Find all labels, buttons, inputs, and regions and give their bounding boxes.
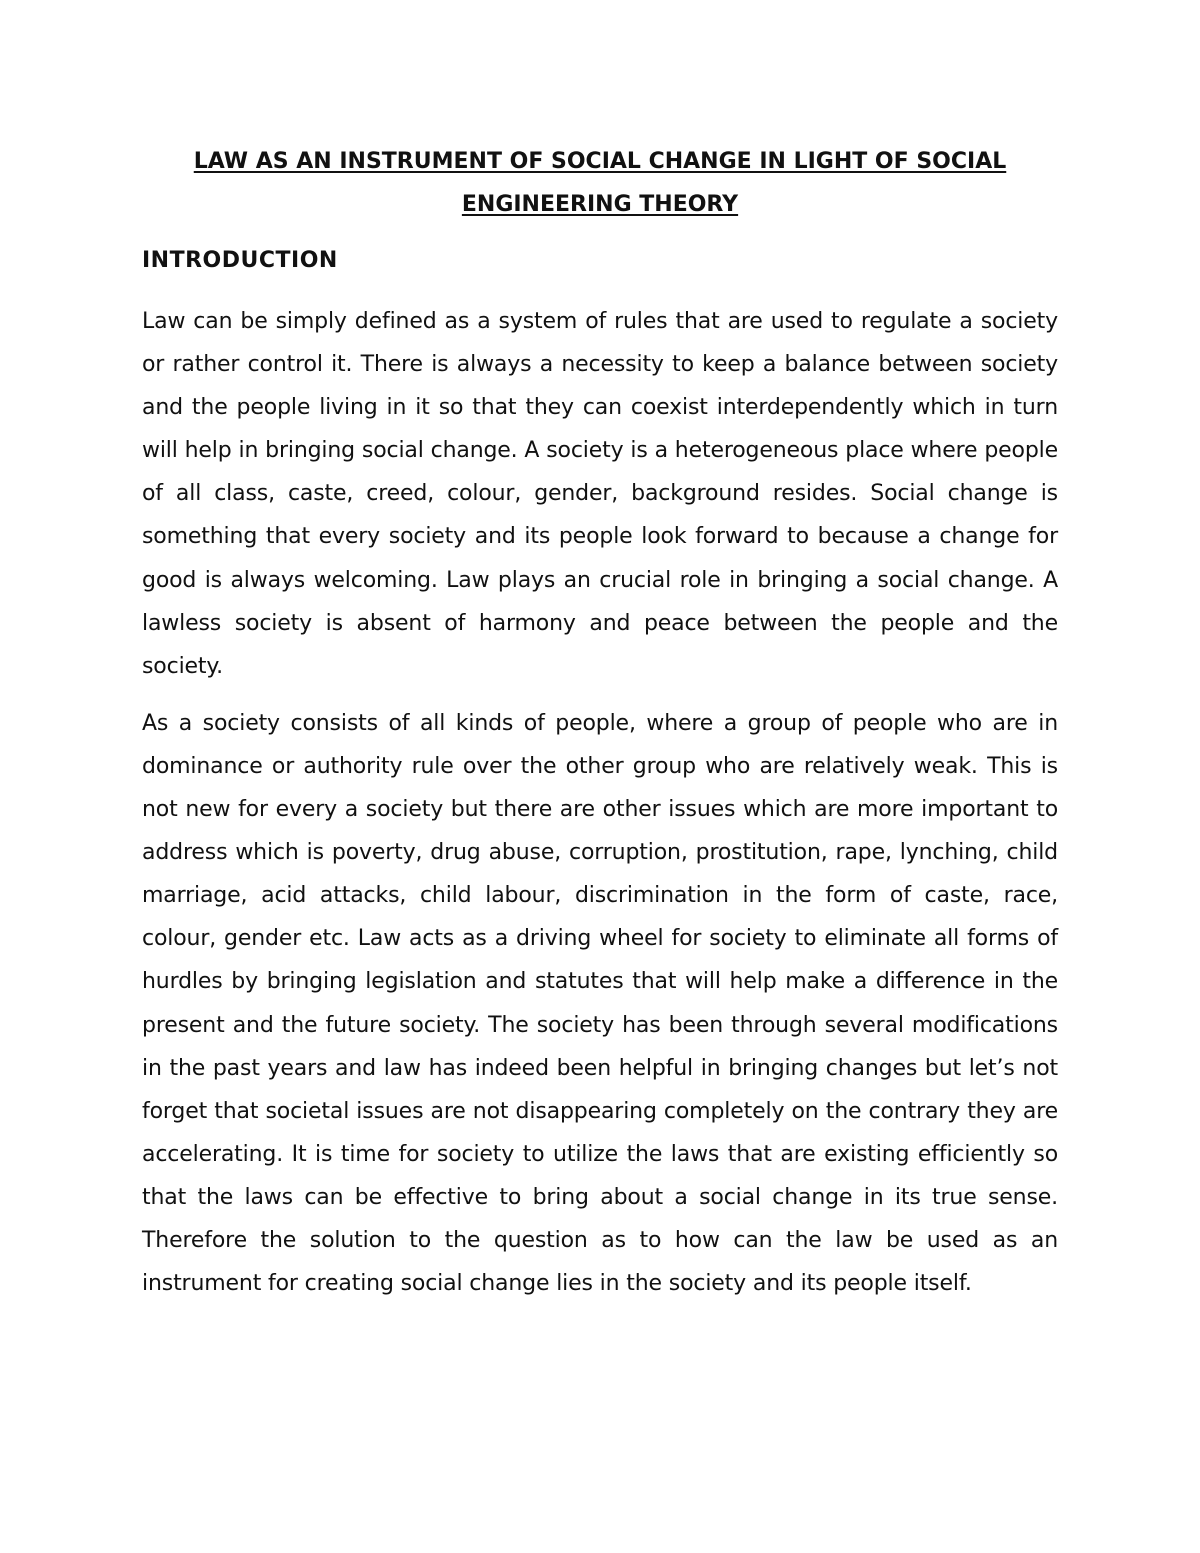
- paragraph-1: Law can be simply defined as a system of rules that are used to regulate a society or rather control it. There is always a necessity to keep a balance between society and the people living in it so that they can coexist interdependently which in turn will help in bringing social change. A society is a heterogeneous place where people of all class, caste, creed, colour, gender, background resides. Social change is something that every society and its people look forward to because a change for good is always welcoming. Law plays an crucial role in bringing a social change. A lawless society is absent of harmony and peace between the people and the society.: [142, 309, 1058, 679]
- document-title-line-1: [142, 140, 1058, 183]
- document-title-text-1: LAW AS AN INSTRUMENT OF SOCIAL CHANGE IN LIGHT OF SOCIAL: [193, 149, 1007, 174]
- document-title-line-2: [142, 183, 1058, 226]
- document-body: [142, 140, 1058, 1305]
- section-heading-introduction: INTRODUCTION: [142, 248, 338, 273]
- paragraph-2: As a society consists of all kinds of people, where a group of people who are in dominance or authority rule over the other group who are relatively weak. This is not new for every a society but there are other issues which are more important to address which is poverty, drug abuse, corruption, prostitution, rape, lynching, child marriage, acid attacks, child labour, discrimination in the form of caste, race, colour, gender etc. Law acts as a driving wheel for society to eliminate all forms of hurdles by bringing legislation and statutes that will help make a difference in the present and the future society. The society has been through several modifications in the past years and law has indeed been helpful in bringing changes but let’s not forget that societal issues are not disappearing completely on the contrary they are accelerating. It is time for society to utilize the laws that are existing efficiently so that the laws can be effective to bring about a social change in its true sense. Therefore the solution to the question as to how can the law be used as an instrument for creating social change lies in the society and its people itself.: [142, 710, 1058, 1297]
- document-title-text-2: ENGINEERING THEORY: [461, 192, 739, 217]
